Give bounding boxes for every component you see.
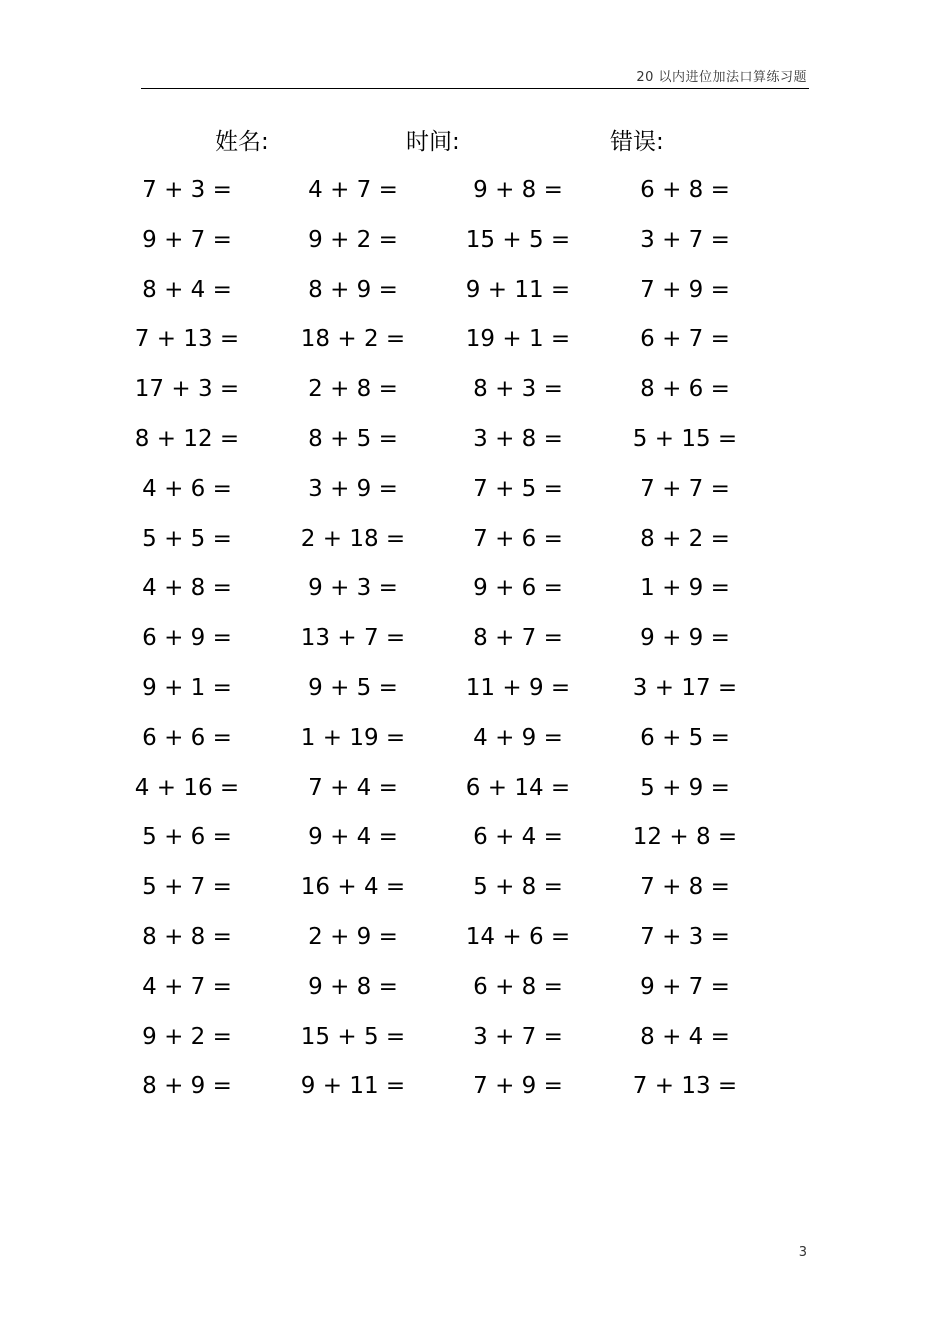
problem-row	[0, 365, 950, 415]
problem-row	[0, 166, 950, 216]
problem-item: 9 + 4 =	[308, 824, 398, 851]
problem-item: 4 + 7 =	[142, 973, 232, 1000]
problem-item: 7 + 5 =	[473, 475, 563, 502]
problem-item: 11 + 9 =	[465, 674, 571, 701]
student-info-row	[0, 124, 950, 160]
problem-row	[0, 216, 950, 266]
problem-item: 5 + 6 =	[142, 824, 232, 851]
problem-row	[0, 515, 950, 565]
problem-item: 8 + 7 =	[473, 625, 563, 652]
problem-item: 9 + 7 =	[640, 973, 730, 1000]
problem-item: 5 + 7 =	[142, 874, 232, 901]
page-number: 3	[798, 1245, 807, 1260]
problem-row	[0, 714, 950, 764]
problem-item: 8 + 9 =	[142, 1073, 232, 1100]
problem-item: 1 + 19 =	[300, 724, 406, 751]
problem-item: 3 + 9 =	[308, 475, 398, 502]
problem-row	[0, 1062, 950, 1112]
problem-item: 1 + 9 =	[640, 575, 730, 602]
problem-row	[0, 315, 950, 365]
problem-grid	[0, 166, 950, 1112]
problem-row	[0, 863, 950, 913]
problem-item: 9 + 3 =	[308, 575, 398, 602]
problem-item: 8 + 3 =	[473, 376, 563, 403]
problem-item: 19 + 1 =	[465, 326, 571, 353]
problem-item: 4 + 9 =	[473, 724, 563, 751]
problem-item: 6 + 5 =	[640, 724, 730, 751]
problem-item: 9 + 5 =	[308, 674, 398, 701]
problem-item: 15 + 5 =	[465, 226, 571, 253]
problem-item: 15 + 5 =	[300, 1023, 406, 1050]
problem-item: 9 + 7 =	[142, 226, 232, 253]
problem-row	[0, 764, 950, 814]
problem-item: 6 + 8 =	[640, 177, 730, 203]
problem-item: 4 + 16 =	[134, 774, 240, 801]
problem-row	[0, 813, 950, 863]
problem-item: 5 + 9 =	[640, 774, 730, 801]
problem-item: 7 + 3 =	[640, 923, 730, 950]
problem-item: 5 + 15 =	[632, 425, 738, 452]
problem-item: 5 + 5 =	[142, 525, 232, 552]
problem-item: 3 + 17 =	[632, 674, 738, 701]
problem-row	[0, 963, 950, 1013]
problem-item: 7 + 9 =	[640, 276, 730, 303]
problem-item: 9 + 2 =	[142, 1023, 232, 1050]
document-header-title: 20 以内进位加法口算练习题	[636, 70, 807, 85]
time-label: 时间:	[406, 129, 460, 155]
problem-item: 8 + 12 =	[134, 425, 240, 452]
problem-item: 6 + 7 =	[640, 326, 730, 353]
problem-item: 7 + 13 =	[632, 1073, 738, 1100]
problem-item: 7 + 8 =	[640, 874, 730, 901]
problem-item: 2 + 18 =	[300, 525, 406, 552]
header-divider	[141, 88, 809, 89]
problem-item: 13 + 7 =	[300, 625, 406, 652]
problem-item: 8 + 8 =	[142, 923, 232, 950]
problem-item: 12 + 8 =	[632, 824, 738, 851]
problem-item: 6 + 4 =	[473, 824, 563, 851]
problem-item: 3 + 7 =	[640, 226, 730, 253]
problem-item: 18 + 2 =	[300, 326, 406, 353]
problem-item: 14 + 6 =	[465, 923, 571, 950]
problem-item: 17 + 3 =	[134, 376, 240, 403]
problem-row	[0, 415, 950, 465]
problem-item: 7 + 9 =	[473, 1073, 563, 1100]
problem-item: 7 + 13 =	[134, 326, 240, 353]
errors-label: 错误:	[610, 129, 664, 155]
problem-item: 6 + 9 =	[142, 625, 232, 652]
problem-item: 4 + 6 =	[142, 475, 232, 502]
problem-item: 5 + 8 =	[473, 874, 563, 901]
problem-row	[0, 664, 950, 714]
problem-item: 9 + 1 =	[142, 674, 232, 701]
problem-item: 4 + 7 =	[308, 177, 398, 203]
problem-item: 8 + 6 =	[640, 376, 730, 403]
problem-item: 9 + 6 =	[473, 575, 563, 602]
problem-item: 9 + 11 =	[300, 1073, 406, 1100]
problem-item: 9 + 8 =	[473, 177, 563, 203]
problem-item: 6 + 6 =	[142, 724, 232, 751]
problem-row	[0, 913, 950, 963]
problem-item: 7 + 4 =	[308, 774, 398, 801]
problem-item: 4 + 8 =	[142, 575, 232, 602]
problem-row	[0, 266, 950, 316]
name-label: 姓名:	[215, 129, 269, 155]
problem-item: 7 + 7 =	[640, 475, 730, 502]
problem-item: 8 + 5 =	[308, 425, 398, 452]
problem-item: 9 + 2 =	[308, 226, 398, 253]
problem-item: 6 + 14 =	[465, 774, 571, 801]
problem-item: 8 + 4 =	[142, 276, 232, 303]
problem-item: 2 + 9 =	[308, 923, 398, 950]
problem-row	[0, 564, 950, 614]
problem-row	[0, 614, 950, 664]
problem-item: 2 + 8 =	[308, 376, 398, 403]
problem-item: 9 + 9 =	[640, 625, 730, 652]
problem-item: 7 + 6 =	[473, 525, 563, 552]
problem-row	[0, 1013, 950, 1063]
problem-item: 8 + 2 =	[640, 525, 730, 552]
problem-item: 3 + 8 =	[473, 425, 563, 452]
problem-item: 9 + 8 =	[308, 973, 398, 1000]
problem-item: 6 + 8 =	[473, 973, 563, 1000]
problem-item: 7 + 3 =	[142, 177, 232, 203]
problem-item: 16 + 4 =	[300, 874, 406, 901]
problem-item: 8 + 4 =	[640, 1023, 730, 1050]
problem-item: 8 + 9 =	[308, 276, 398, 303]
problem-row	[0, 465, 950, 515]
problem-item: 3 + 7 =	[473, 1023, 563, 1050]
problem-item: 9 + 11 =	[465, 276, 571, 303]
